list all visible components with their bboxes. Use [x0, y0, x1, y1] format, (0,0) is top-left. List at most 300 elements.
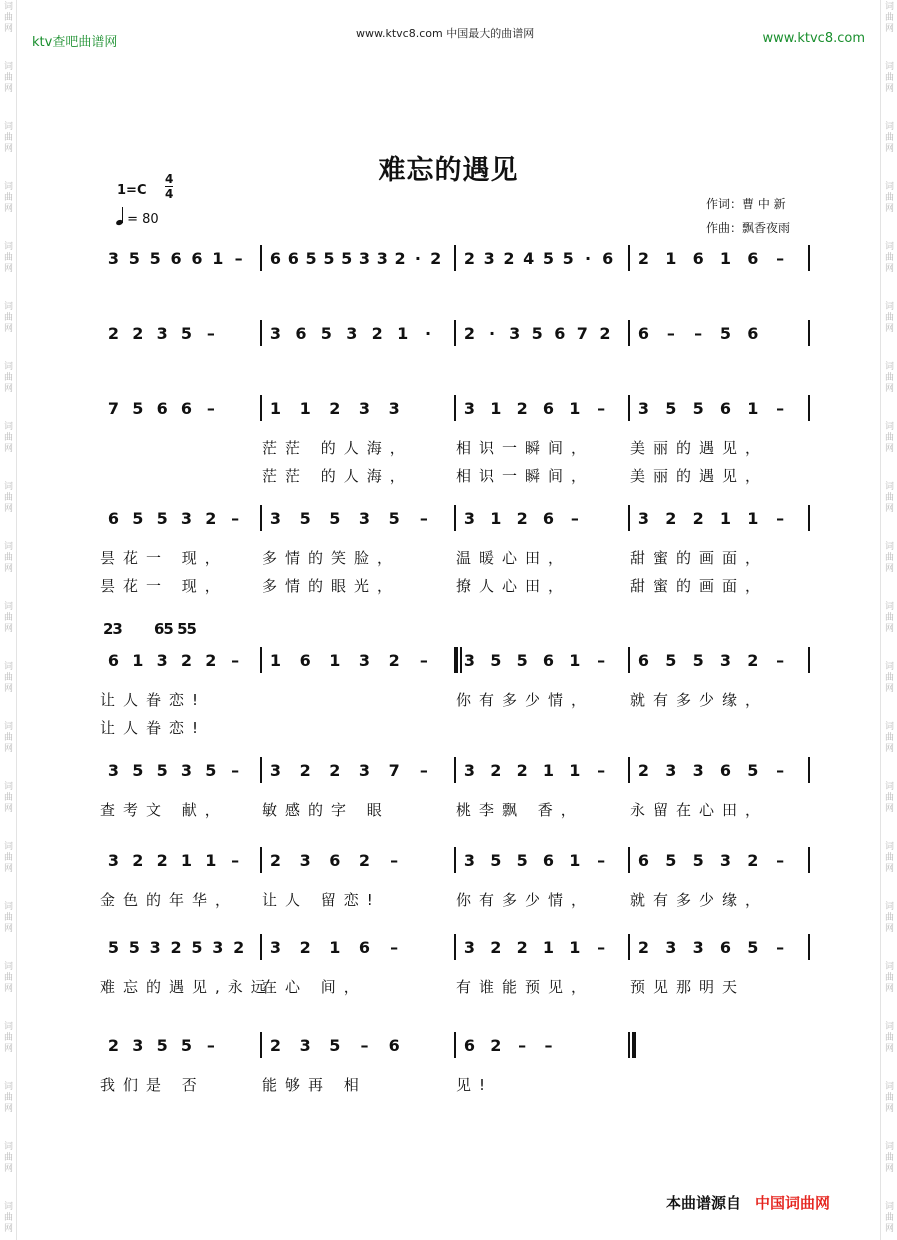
note: – — [419, 509, 427, 528]
note: 1 — [569, 938, 580, 957]
measure — [456, 932, 628, 998]
note: · — [489, 324, 495, 343]
measure — [456, 503, 628, 595]
note: 1 — [397, 324, 408, 343]
tempo-value: = 80 — [127, 212, 159, 227]
note: – — [206, 1036, 214, 1055]
note: 3 — [299, 1036, 310, 1055]
key-signature: 1=C — [117, 183, 147, 198]
note: 2 — [233, 938, 244, 957]
note: · — [414, 249, 420, 268]
note: 5 — [542, 249, 554, 268]
note: 1 — [747, 399, 758, 418]
measure — [100, 243, 260, 309]
measure — [100, 932, 274, 998]
measure — [456, 1030, 628, 1096]
note: 1 — [212, 249, 223, 268]
note: 1 — [569, 761, 580, 780]
note: 3 — [692, 761, 703, 780]
note: 6 — [299, 651, 310, 670]
watermark-text: 词 曲 网 — [884, 242, 894, 274]
note: 5 — [191, 938, 202, 957]
note: 1 — [205, 851, 216, 870]
note: 2 — [747, 651, 758, 670]
watermark-text: 词 曲 网 — [884, 962, 894, 994]
watermark-text: 词 曲 网 — [884, 842, 894, 874]
watermark-text: 词 曲 网 — [3, 1142, 13, 1174]
lyric-line-1: 预见那明天 — [630, 978, 746, 996]
note: 2 — [503, 249, 514, 268]
lyric-line-1: 永留在心田， — [630, 801, 769, 819]
barline — [808, 934, 810, 960]
note: 5 — [323, 249, 334, 268]
lyric-line-1: 桃李飘 香， — [456, 801, 584, 819]
song-title: 难忘的遇见 — [378, 155, 519, 186]
note: 2 — [599, 324, 610, 343]
note: 5 — [205, 761, 216, 780]
note: 1 — [329, 938, 340, 957]
lyric-line-1: 有谁能预见， — [456, 978, 595, 996]
note: 6 — [692, 249, 703, 268]
note: 2 — [490, 938, 501, 957]
measure — [262, 318, 454, 384]
watermark-text: 词 曲 网 — [884, 722, 894, 754]
note: 6 — [287, 249, 298, 268]
lyric-line-1: 你有多少情， — [456, 691, 595, 709]
note: 1 — [269, 651, 281, 670]
note: 2 — [388, 651, 399, 670]
score-row — [100, 755, 810, 821]
note: – — [666, 324, 674, 343]
note: – — [544, 1036, 552, 1055]
note: 6 — [107, 651, 119, 670]
note: 6 — [542, 509, 554, 528]
tempo-marking — [116, 207, 159, 227]
note: 3 — [692, 938, 703, 957]
watermark-text: 词 曲 网 — [3, 542, 13, 574]
note: 5 — [132, 761, 143, 780]
note: 6 — [747, 324, 758, 343]
note: 5 — [329, 509, 340, 528]
time-sig-top: 4 — [165, 172, 174, 186]
note: – — [206, 324, 214, 343]
note: 3 — [156, 324, 167, 343]
note: 1 — [569, 651, 580, 670]
note: 3 — [719, 851, 731, 870]
measure — [100, 755, 260, 821]
watermark-text: 词 曲 网 — [884, 542, 894, 574]
note: – — [390, 851, 398, 870]
ossia-notes-1: 23 — [103, 620, 122, 638]
note: 5 — [692, 851, 703, 870]
note: 3 — [346, 324, 357, 343]
note: 3 — [269, 938, 281, 957]
header-site-name[interactable]: ktv查吧曲谱网 — [32, 35, 118, 50]
note: 5 — [149, 249, 160, 268]
lyric-line-1: 我们是 否 — [100, 1076, 205, 1094]
note: – — [597, 651, 605, 670]
watermark-text: 词 曲 网 — [3, 302, 13, 334]
note: 3 — [388, 399, 399, 418]
note: 3 — [149, 938, 160, 957]
note: 5 — [156, 1036, 167, 1055]
watermark-text: 词 曲 网 — [3, 242, 13, 274]
note: 5 — [665, 651, 676, 670]
lyric-line-1: 美丽的遇见， — [630, 439, 769, 457]
note: 5 — [180, 1036, 192, 1055]
barline — [808, 245, 810, 271]
note: 6 — [542, 399, 554, 418]
note: 5 — [128, 938, 139, 957]
note: 3 — [358, 249, 370, 268]
note: 3 — [358, 761, 370, 780]
note: 2 — [516, 509, 527, 528]
note: 1 — [299, 399, 310, 418]
note: – — [776, 938, 784, 957]
header-url[interactable]: www.ktvc8.com — [762, 31, 865, 46]
note: 3 — [483, 249, 494, 268]
note: 2 — [463, 249, 475, 268]
note: 6 — [107, 509, 119, 528]
note: 2 — [430, 249, 441, 268]
note: – — [597, 399, 605, 418]
note: 2 — [463, 324, 475, 343]
watermark-text: 词 曲 网 — [3, 62, 13, 94]
note: – — [231, 509, 239, 528]
note: 3 — [358, 399, 370, 418]
note: 5 — [516, 851, 527, 870]
watermark-text: 词 曲 网 — [3, 1202, 13, 1234]
note: 5 — [531, 324, 542, 343]
note: – — [231, 851, 239, 870]
note: – — [597, 761, 605, 780]
note: 6 — [542, 651, 554, 670]
note: 3 — [463, 938, 475, 957]
note: 5 — [719, 324, 731, 343]
note: 2 — [132, 851, 143, 870]
note: 3 — [376, 249, 387, 268]
note: 1 — [665, 249, 676, 268]
note: 5 — [490, 651, 501, 670]
note: 6 — [719, 761, 731, 780]
header-tagline[interactable]: www.ktvc8.com 中国最大的曲谱网 — [356, 27, 535, 40]
note: 3 — [107, 851, 119, 870]
lyric-line-1: 让人 留恋! — [262, 891, 381, 909]
watermark-text: 词 曲 网 — [884, 122, 894, 154]
note: 6 — [463, 1036, 475, 1055]
lyric-line-1: 多情的笑脸， — [262, 549, 401, 567]
note: 1 — [569, 399, 580, 418]
note: 6 — [637, 324, 649, 343]
lyric-line-1: 敏感的字 眼 — [262, 801, 390, 819]
measure — [262, 645, 454, 711]
lyric-line-1: 让人眷恋! — [100, 691, 207, 709]
note: – — [570, 509, 578, 528]
note: 5 — [320, 324, 331, 343]
time-signature — [165, 172, 173, 201]
note: 1 — [542, 761, 554, 780]
note: 5 — [132, 509, 143, 528]
watermark-text: 词 曲 网 — [884, 902, 894, 934]
lyric-line-2: 美丽的遇见， — [630, 467, 769, 485]
lyric-line-2: 茫茫 的人海， — [262, 467, 413, 485]
footer-source-label: 本曲谱源自 — [666, 1194, 742, 1212]
note: 1 — [180, 851, 192, 870]
measure — [100, 1030, 260, 1096]
note: 2 — [107, 324, 119, 343]
footer-brand-link[interactable]: 中国词曲网 — [755, 1194, 831, 1212]
measure — [456, 755, 628, 821]
note: 1 — [569, 851, 580, 870]
note: 3 — [180, 509, 192, 528]
note: 5 — [562, 249, 573, 268]
note: – — [231, 761, 239, 780]
note: 6 — [191, 249, 202, 268]
note: – — [390, 938, 398, 957]
note: – — [776, 249, 784, 268]
lyric-line-2: 让人眷恋! — [100, 719, 207, 737]
watermark-text: 词 曲 网 — [3, 482, 13, 514]
note: 6 — [719, 399, 731, 418]
note: – — [694, 324, 702, 343]
lyric-line-1: 金色的年华， — [100, 891, 239, 909]
lyric-line-2: 甜蜜的画面， — [630, 577, 769, 595]
measure — [630, 243, 808, 309]
watermark-text: 词 曲 网 — [884, 1142, 894, 1174]
watermark-text: 词 曲 网 — [884, 1082, 894, 1114]
watermark-text: 词 曲 网 — [3, 122, 13, 154]
note: 5 — [388, 509, 399, 528]
note: – — [776, 399, 784, 418]
note: 1 — [490, 399, 501, 418]
watermark-text: 词 曲 网 — [884, 782, 894, 814]
note: 3 — [269, 761, 281, 780]
lyric-line-2: 昙花一 现， — [100, 577, 228, 595]
note: 2 — [490, 1036, 501, 1055]
lyric-line-1: 能够再 相 — [262, 1076, 367, 1094]
note: 2 — [329, 761, 340, 780]
note: 2 — [637, 938, 649, 957]
lyric-line-1: 就有多少缘， — [630, 891, 769, 909]
note: 5 — [692, 399, 703, 418]
note: 2 — [516, 761, 527, 780]
watermark-text: 词 曲 网 — [884, 2, 894, 34]
note: 7 — [388, 761, 399, 780]
note: 6 — [637, 851, 649, 870]
measure — [456, 645, 628, 711]
note: 7 — [107, 399, 119, 418]
note: – — [360, 1036, 368, 1055]
score-row — [100, 932, 810, 998]
watermark-text: 词 曲 网 — [884, 182, 894, 214]
composer-credit: 作曲：飘香夜雨 — [706, 221, 791, 235]
note: 2 — [107, 1036, 119, 1055]
note: 3 — [463, 851, 475, 870]
note: 6 — [269, 249, 281, 268]
note: 2 — [132, 324, 143, 343]
barline — [808, 757, 810, 783]
note: 6 — [358, 938, 370, 957]
lyric-line-1: 见! — [456, 1076, 494, 1094]
note: – — [597, 938, 605, 957]
measure — [262, 1030, 454, 1096]
lyric-line-1: 就有多少缘， — [630, 691, 769, 709]
measure — [262, 932, 454, 998]
note: – — [776, 761, 784, 780]
measure — [456, 845, 628, 911]
measure — [630, 755, 808, 821]
note: 2 — [747, 851, 758, 870]
lyric-line-2: 相识一瞬间， — [456, 467, 595, 485]
watermark-text: 词 曲 网 — [884, 662, 894, 694]
note: 3 — [665, 938, 676, 957]
watermark-text: 词 曲 网 — [3, 2, 13, 34]
watermark-text: 词 曲 网 — [3, 1082, 13, 1114]
watermark-text: 词 曲 网 — [3, 902, 13, 934]
note: 5 — [305, 249, 316, 268]
quarter-note-icon — [116, 207, 123, 225]
note: 3 — [719, 651, 731, 670]
measure — [100, 318, 260, 384]
score-row — [100, 393, 810, 485]
measure — [456, 393, 628, 485]
note: 1 — [490, 509, 501, 528]
note: 5 — [156, 509, 167, 528]
watermark-text: 词 曲 网 — [884, 422, 894, 454]
lyric-line-1: 相识一瞬间， — [456, 439, 595, 457]
note: 6 — [329, 851, 340, 870]
measure — [100, 645, 260, 737]
watermark-text: 词 曲 网 — [3, 182, 13, 214]
note: 3 — [212, 938, 223, 957]
footer-source — [666, 1192, 830, 1213]
note: – — [206, 399, 214, 418]
note: 3 — [107, 761, 119, 780]
note: 5 — [747, 761, 758, 780]
note: 6 — [170, 249, 181, 268]
note: 1 — [269, 399, 281, 418]
note: 1 — [542, 938, 554, 957]
note: 2 — [180, 651, 192, 670]
note: 2 — [637, 761, 649, 780]
note: 2 — [637, 249, 649, 268]
note: 3 — [637, 509, 649, 528]
barline — [808, 320, 810, 346]
note: · — [425, 324, 431, 343]
note: 6 — [747, 249, 758, 268]
measure — [100, 845, 260, 911]
note: 5 — [107, 938, 119, 957]
note: 2 — [299, 938, 310, 957]
watermark-text: 词 曲 网 — [3, 362, 13, 394]
note: 5 — [132, 399, 143, 418]
measure — [262, 755, 454, 821]
note: 6 — [554, 324, 565, 343]
note: 3 — [269, 509, 281, 528]
measure — [262, 845, 454, 911]
note: 5 — [341, 249, 352, 268]
note: 5 — [747, 938, 758, 957]
score-row — [100, 318, 810, 384]
note: 3 — [180, 761, 192, 780]
watermark-text: 词 曲 网 — [3, 782, 13, 814]
note: 3 — [358, 509, 370, 528]
measure — [630, 503, 808, 595]
measure — [456, 318, 628, 384]
note: 5 — [180, 324, 192, 343]
ossia-notes-2: 65 55 — [154, 620, 196, 638]
note: 2 — [156, 851, 167, 870]
note: 3 — [156, 651, 167, 670]
watermark-text: 词 曲 网 — [3, 1022, 13, 1054]
watermark-text: 词 曲 网 — [884, 62, 894, 94]
lyricist-credit: 作词：曹 中 新 — [706, 197, 786, 211]
note: – — [234, 249, 242, 268]
note: 2 — [170, 938, 181, 957]
note: 3 — [132, 1036, 143, 1055]
note: 2 — [394, 249, 405, 268]
note: 5 — [128, 249, 139, 268]
note: 3 — [509, 324, 520, 343]
note: 1 — [747, 509, 758, 528]
note: 5 — [665, 851, 676, 870]
note: – — [776, 651, 784, 670]
note: 5 — [516, 651, 527, 670]
note: 3 — [299, 851, 310, 870]
note: 2 — [516, 399, 527, 418]
watermark-text: 词 曲 网 — [3, 722, 13, 754]
note: 1 — [329, 651, 340, 670]
note: 5 — [156, 761, 167, 780]
note: 2 — [205, 509, 216, 528]
final-barline — [628, 1032, 636, 1058]
barline — [808, 847, 810, 873]
measure — [630, 932, 808, 998]
note: 2 — [329, 399, 340, 418]
watermark-text: 词 曲 网 — [884, 1022, 894, 1054]
measure — [630, 393, 808, 485]
note: 5 — [329, 1036, 340, 1055]
watermark-text: 词 曲 网 — [3, 662, 13, 694]
note: 2 — [490, 761, 501, 780]
lyric-line-1: 查考文 献， — [100, 801, 228, 819]
note: 3 — [269, 324, 281, 343]
measure — [630, 845, 808, 911]
score-row — [100, 1030, 810, 1096]
note: 2 — [205, 651, 216, 670]
watermark-text: 词 曲 网 — [3, 842, 13, 874]
note: 1 — [719, 249, 731, 268]
measure — [262, 243, 454, 309]
watermark-text: 词 曲 网 — [884, 302, 894, 334]
lyric-line-1: 甜蜜的画面， — [630, 549, 769, 567]
time-sig-bottom: 4 — [165, 187, 174, 201]
score-row — [100, 645, 810, 737]
watermark-text: 词 曲 网 — [3, 962, 13, 994]
note: 6 — [388, 1036, 399, 1055]
note: – — [776, 851, 784, 870]
lyric-line-1: 昙花一 现， — [100, 549, 228, 567]
note: 3 — [637, 399, 649, 418]
note: 2 — [692, 509, 703, 528]
note: 6 — [156, 399, 167, 418]
note: 3 — [463, 399, 475, 418]
barline — [808, 505, 810, 531]
note: · — [584, 249, 591, 268]
score-row — [100, 845, 810, 911]
note: 3 — [358, 651, 370, 670]
note: 4 — [523, 249, 534, 268]
